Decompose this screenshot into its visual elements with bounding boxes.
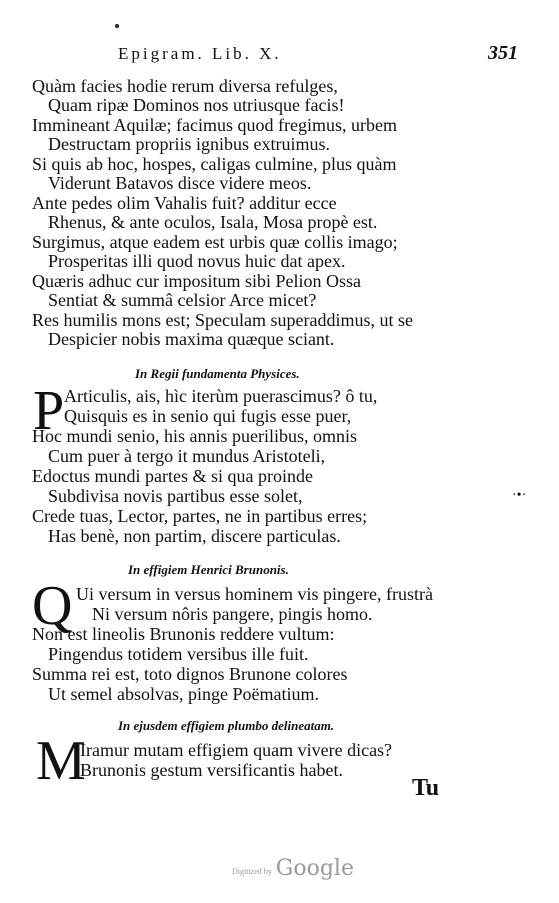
verse-line: Prosperitas illi quod novus huic dat apex. <box>48 251 346 271</box>
verse-line: Quæris adhuc cur impositum sibi Pelion Ossa <box>32 271 361 291</box>
verse-line: Ui versum in versus hominem vis pingere, frustrà <box>76 584 433 604</box>
verse-line: Ni versum nôris pangere, pingis homo. <box>92 604 373 624</box>
digitized-by-label: Digitized by <box>232 866 272 876</box>
drop-capital: M <box>36 730 86 792</box>
verse-line: Crede tuas, Lector, partes, ne in partibus erres; <box>32 506 368 526</box>
verse-line: Si quis ab hoc, hospes, caligas culmine, plus quàm <box>32 154 397 174</box>
verse-line: Despicier nobis maxima quæque sciant. <box>48 329 335 349</box>
verse-line: Quàm facies hodie rerum diversa refulges, <box>32 76 338 96</box>
verse-line: Immineant Aquilæ; facimus quod fregimus, urbem <box>32 115 397 135</box>
verse-line: Articulis, ais, hìc iterùm puerascimus? ô tu, <box>64 386 378 406</box>
verse-line: Edoctus mundi partes & si qua proinde <box>32 466 313 486</box>
drop-capital: Q <box>32 575 73 637</box>
verse-line: Viderunt Batavos disce videre meos. <box>48 173 312 193</box>
running-header <box>118 44 518 70</box>
google-logo: Google <box>275 856 354 881</box>
verse-line: Surgimus, atque eadem est urbis quæ collis imago; <box>32 232 398 252</box>
margin-mark: ·•· <box>512 488 527 503</box>
verse-line: Subdivisa novis partibus esse solet, <box>48 486 303 506</box>
verse-line: Quisquis es in senio qui fugis esse puer, <box>64 406 352 426</box>
page-number: 351 <box>488 42 518 64</box>
poem-heading: In ejusdem effigiem plumbo delineatam. <box>118 718 335 733</box>
verse-line: Ut semel absolvas, pinge Poëmatium. <box>48 684 319 704</box>
verse-line: Pingendus totidem versibus ille fuit. <box>48 644 309 664</box>
poem-heading: In effigiem Henrici Brunonis. <box>128 562 289 577</box>
verse-line: Iramur mutam effigiem quam vivere dicas? <box>80 740 393 760</box>
verse-line: Has benè, non partim, discere particulas. <box>48 526 341 546</box>
verse-line: Quam ripæ Dominos nos utriusque facis! <box>48 95 345 115</box>
verse-line: Summa rei est, toto dignos Brunone colores <box>32 664 348 684</box>
poem-heading: In Regii fundamenta Physices. <box>135 366 300 381</box>
verse-line: Brunonis gestum versificantis habet. <box>80 760 343 780</box>
verse-line: Hoc mundi senio, his annis puerilibus, omnis <box>32 426 357 446</box>
verse-line: Rhenus, & ante oculos, Isala, Mosa propè est. <box>48 212 378 232</box>
drop-capital: P <box>33 380 65 442</box>
digitization-watermark <box>232 856 354 881</box>
verse-line: Cum puer à tergo it mundus Aristoteli, <box>48 446 326 466</box>
verse-line: Non est lineolis Brunonis reddere vultum: <box>32 624 335 644</box>
verse-line: Sentiat & summâ celsior Arce micet? <box>48 290 317 310</box>
ink-speck <box>115 24 119 28</box>
verse-line: Res humilis mons est; Speculam superaddimus, ut se <box>32 310 413 330</box>
verse-line: Ante pedes olim Vahalis fuit? additur ecce <box>32 193 337 213</box>
verse-line: Destructam propriis ignibus extruimus. <box>48 134 330 154</box>
running-title: Epigram. Lib. X. <box>118 44 282 63</box>
catchword: Tu <box>412 775 440 801</box>
